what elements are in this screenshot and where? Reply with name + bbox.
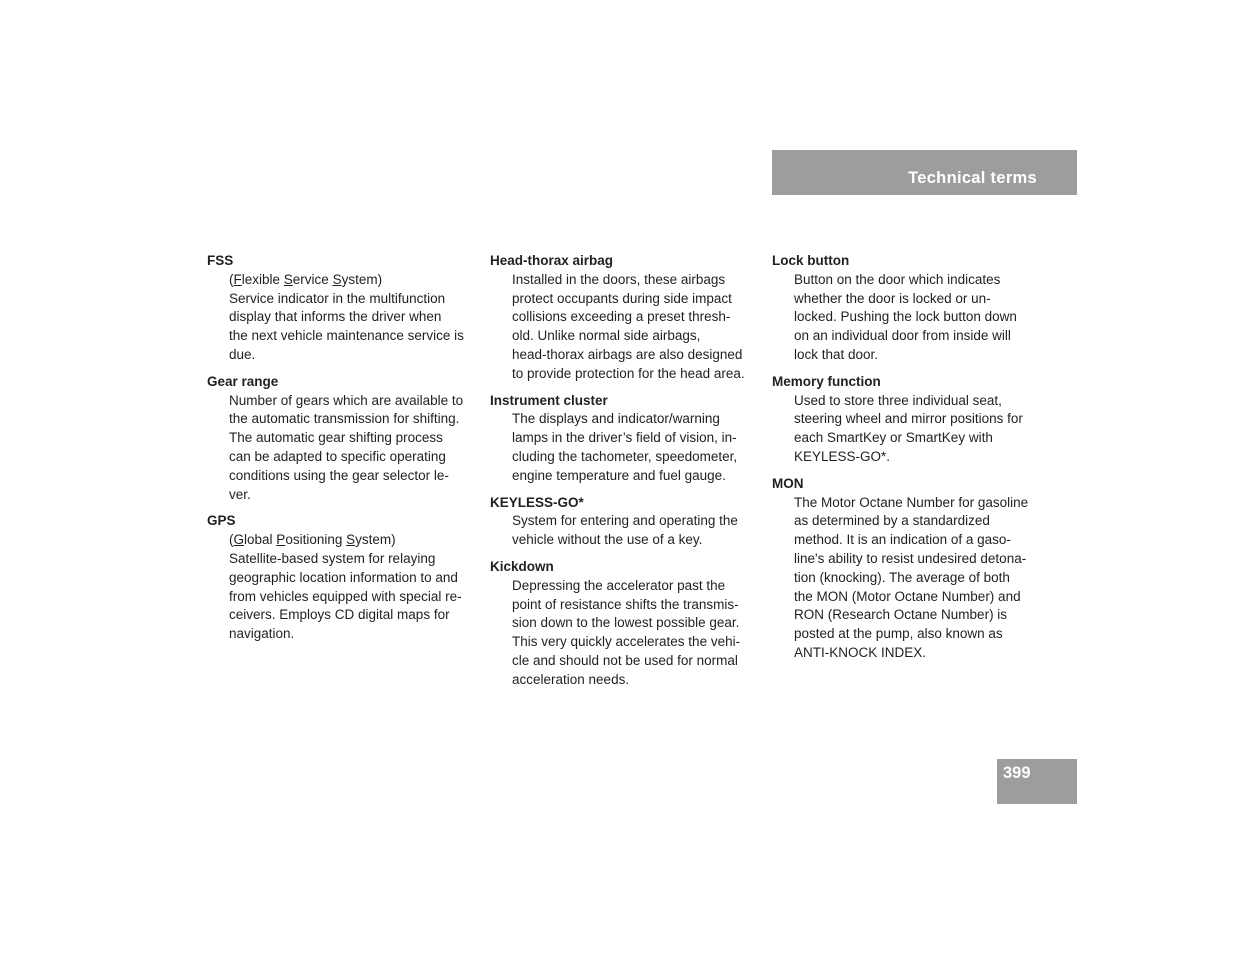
abbreviation-expansion bbox=[229, 271, 472, 290]
glossary-entry bbox=[490, 392, 755, 486]
definition-line: Number of gears which are available to bbox=[229, 392, 464, 408]
glossary-entry bbox=[772, 373, 1037, 467]
definition-line: conditions using the gear selector le- bbox=[229, 467, 449, 483]
definition-line: from vehicles equipped with special re- bbox=[229, 588, 462, 604]
definition-line: sion down to the lowest possible gear. bbox=[512, 615, 740, 631]
glossary-term: Kickdown bbox=[490, 558, 554, 574]
definition-line: lamps in the driver’s field of vision, in- bbox=[512, 430, 737, 446]
glossary-entry bbox=[207, 512, 472, 644]
abbreviation-initial: F bbox=[233, 271, 242, 287]
definition-line: lock that door. bbox=[794, 346, 879, 362]
glossary-definition bbox=[490, 410, 755, 485]
section-header-tab bbox=[772, 150, 1077, 195]
glossary-entry bbox=[490, 558, 755, 690]
abbreviation-text: lexible bbox=[241, 271, 284, 287]
definition-line: navigation. bbox=[229, 626, 295, 642]
glossary-column-2 bbox=[490, 252, 755, 698]
definition-line: Button on the door which indicates bbox=[794, 271, 1001, 287]
definition-line: This very quickly accelerates the vehi- bbox=[512, 634, 741, 650]
definition-line: old. Unlike normal side airbags, bbox=[512, 328, 701, 344]
definition-line: ver. bbox=[229, 486, 251, 502]
definition-line: Installed in the doors, these airbags bbox=[512, 271, 726, 287]
glossary-entry bbox=[207, 373, 472, 505]
glossary-definition bbox=[490, 271, 755, 384]
definition-line: the automatic transmission for shifting. bbox=[229, 411, 460, 427]
glossary-column-1 bbox=[207, 252, 472, 652]
definition-line: cluding the tachometer, speedometer, bbox=[512, 448, 738, 464]
definition-line: KEYLESS-GO*. bbox=[794, 448, 891, 464]
definition-line: tion (knocking). The average of both bbox=[794, 569, 1010, 585]
glossary-definition bbox=[207, 392, 472, 505]
definition-line: whether the door is locked or un- bbox=[794, 290, 991, 306]
abbreviation-text: lobal bbox=[244, 532, 277, 548]
definition-line: geographic location information to and bbox=[229, 569, 458, 585]
glossary-entry bbox=[207, 252, 472, 365]
glossary-term: KEYLESS-GO* bbox=[490, 494, 584, 510]
definition-line: The Motor Octane Number for gasoline bbox=[794, 494, 1029, 510]
glossary-definition bbox=[772, 392, 1037, 467]
glossary-definition bbox=[490, 577, 755, 690]
definition-line: Used to store three individual seat, bbox=[794, 392, 1002, 408]
page-number: 399 bbox=[1003, 764, 1031, 782]
glossary-definition bbox=[772, 271, 1037, 365]
definition-line: due. bbox=[229, 346, 256, 362]
definition-line: vehicle without the use of a key. bbox=[512, 532, 703, 548]
abbreviation-initial: S bbox=[283, 271, 293, 287]
definition-line: head-thorax airbags are also designed bbox=[512, 346, 743, 362]
definition-line: display that informs the driver when bbox=[229, 309, 442, 325]
glossary-entry bbox=[772, 475, 1037, 663]
definition-line: on an individual door from inside will bbox=[794, 328, 1011, 344]
glossary-entry bbox=[490, 494, 755, 550]
definition-line: locked. Pushing the lock button down bbox=[794, 309, 1017, 325]
definition-line: line's ability to resist undesired detona- bbox=[794, 550, 1027, 566]
glossary-term: Lock button bbox=[772, 253, 850, 268]
definition-line: engine temperature and fuel gauge. bbox=[512, 467, 726, 483]
abbreviation-initial: G bbox=[233, 532, 245, 548]
abbreviation-text: ( bbox=[229, 532, 234, 548]
definition-line: acceleration needs. bbox=[512, 671, 630, 687]
abbreviation-text: ervice bbox=[292, 271, 333, 287]
glossary-definition bbox=[207, 271, 472, 365]
definition-line: Service indicator in the multifunction bbox=[229, 290, 446, 306]
glossary-term: GPS bbox=[207, 513, 236, 529]
definition-line: point of resistance shifts the transmis- bbox=[512, 596, 739, 612]
definition-line: RON (Research Octane Number) is bbox=[794, 607, 1008, 623]
abbreviation-text: ystem) bbox=[355, 532, 396, 548]
definition-line: cle and should not be used for normal bbox=[512, 652, 738, 668]
abbreviation-text: ystem) bbox=[341, 271, 383, 287]
page-number-box bbox=[997, 759, 1077, 804]
glossary-term: Head-thorax airbag bbox=[490, 253, 614, 268]
abbreviation-text: ositioning bbox=[285, 532, 347, 548]
glossary-term: Memory function bbox=[772, 373, 881, 389]
definition-line: as determined by a standardized bbox=[794, 513, 990, 529]
definition-line: Depressing the accelerator past the bbox=[512, 577, 726, 593]
glossary-entry bbox=[490, 252, 755, 384]
definition-line: Satellite-based system for relaying bbox=[229, 550, 436, 566]
definition-line: protect occupants during side impact bbox=[512, 290, 732, 306]
definition-line: each SmartKey or SmartKey with bbox=[794, 430, 993, 446]
glossary-term: Gear range bbox=[207, 373, 279, 389]
definition-line: System for entering and operating the bbox=[512, 513, 738, 529]
definition-line: the next vehicle maintenance service is bbox=[229, 328, 464, 344]
definition-line: collisions exceeding a preset thresh- bbox=[512, 309, 731, 325]
glossary-definition bbox=[207, 531, 472, 644]
definition-line: posted at the pump, also known as bbox=[794, 626, 1003, 642]
definition-line: ceivers. Employs CD digital maps for bbox=[229, 607, 450, 623]
glossary-column-3 bbox=[772, 252, 1037, 671]
definition-line: method. It is an indication of a gaso- bbox=[794, 532, 1011, 548]
abbreviation-text: ( bbox=[229, 271, 234, 287]
abbreviation-initial: S bbox=[346, 532, 356, 548]
definition-line: The automatic gear shifting process bbox=[229, 430, 443, 446]
definition-line: ANTI-KNOCK INDEX. bbox=[794, 644, 927, 660]
glossary-definition bbox=[772, 494, 1037, 663]
glossary-definition bbox=[490, 512, 755, 550]
abbreviation-initial: S bbox=[332, 271, 342, 287]
definition-line: can be adapted to specific operating bbox=[229, 448, 446, 464]
glossary-term: MON bbox=[772, 475, 804, 491]
section-title: Technical terms bbox=[908, 169, 1037, 187]
definition-line: to provide protection for the head area. bbox=[512, 365, 745, 381]
definition-line: The displays and indicator/warning bbox=[512, 411, 720, 427]
glossary-entry bbox=[772, 252, 1037, 365]
definition-line: the MON (Motor Octane Number) and bbox=[794, 588, 1021, 604]
definition-line: steering wheel and mirror positions for bbox=[794, 411, 1023, 427]
glossary-term: FSS bbox=[207, 253, 234, 268]
abbreviation-expansion bbox=[229, 531, 472, 550]
glossary-term: Instrument cluster bbox=[490, 392, 608, 408]
abbreviation-initial: P bbox=[276, 532, 286, 548]
